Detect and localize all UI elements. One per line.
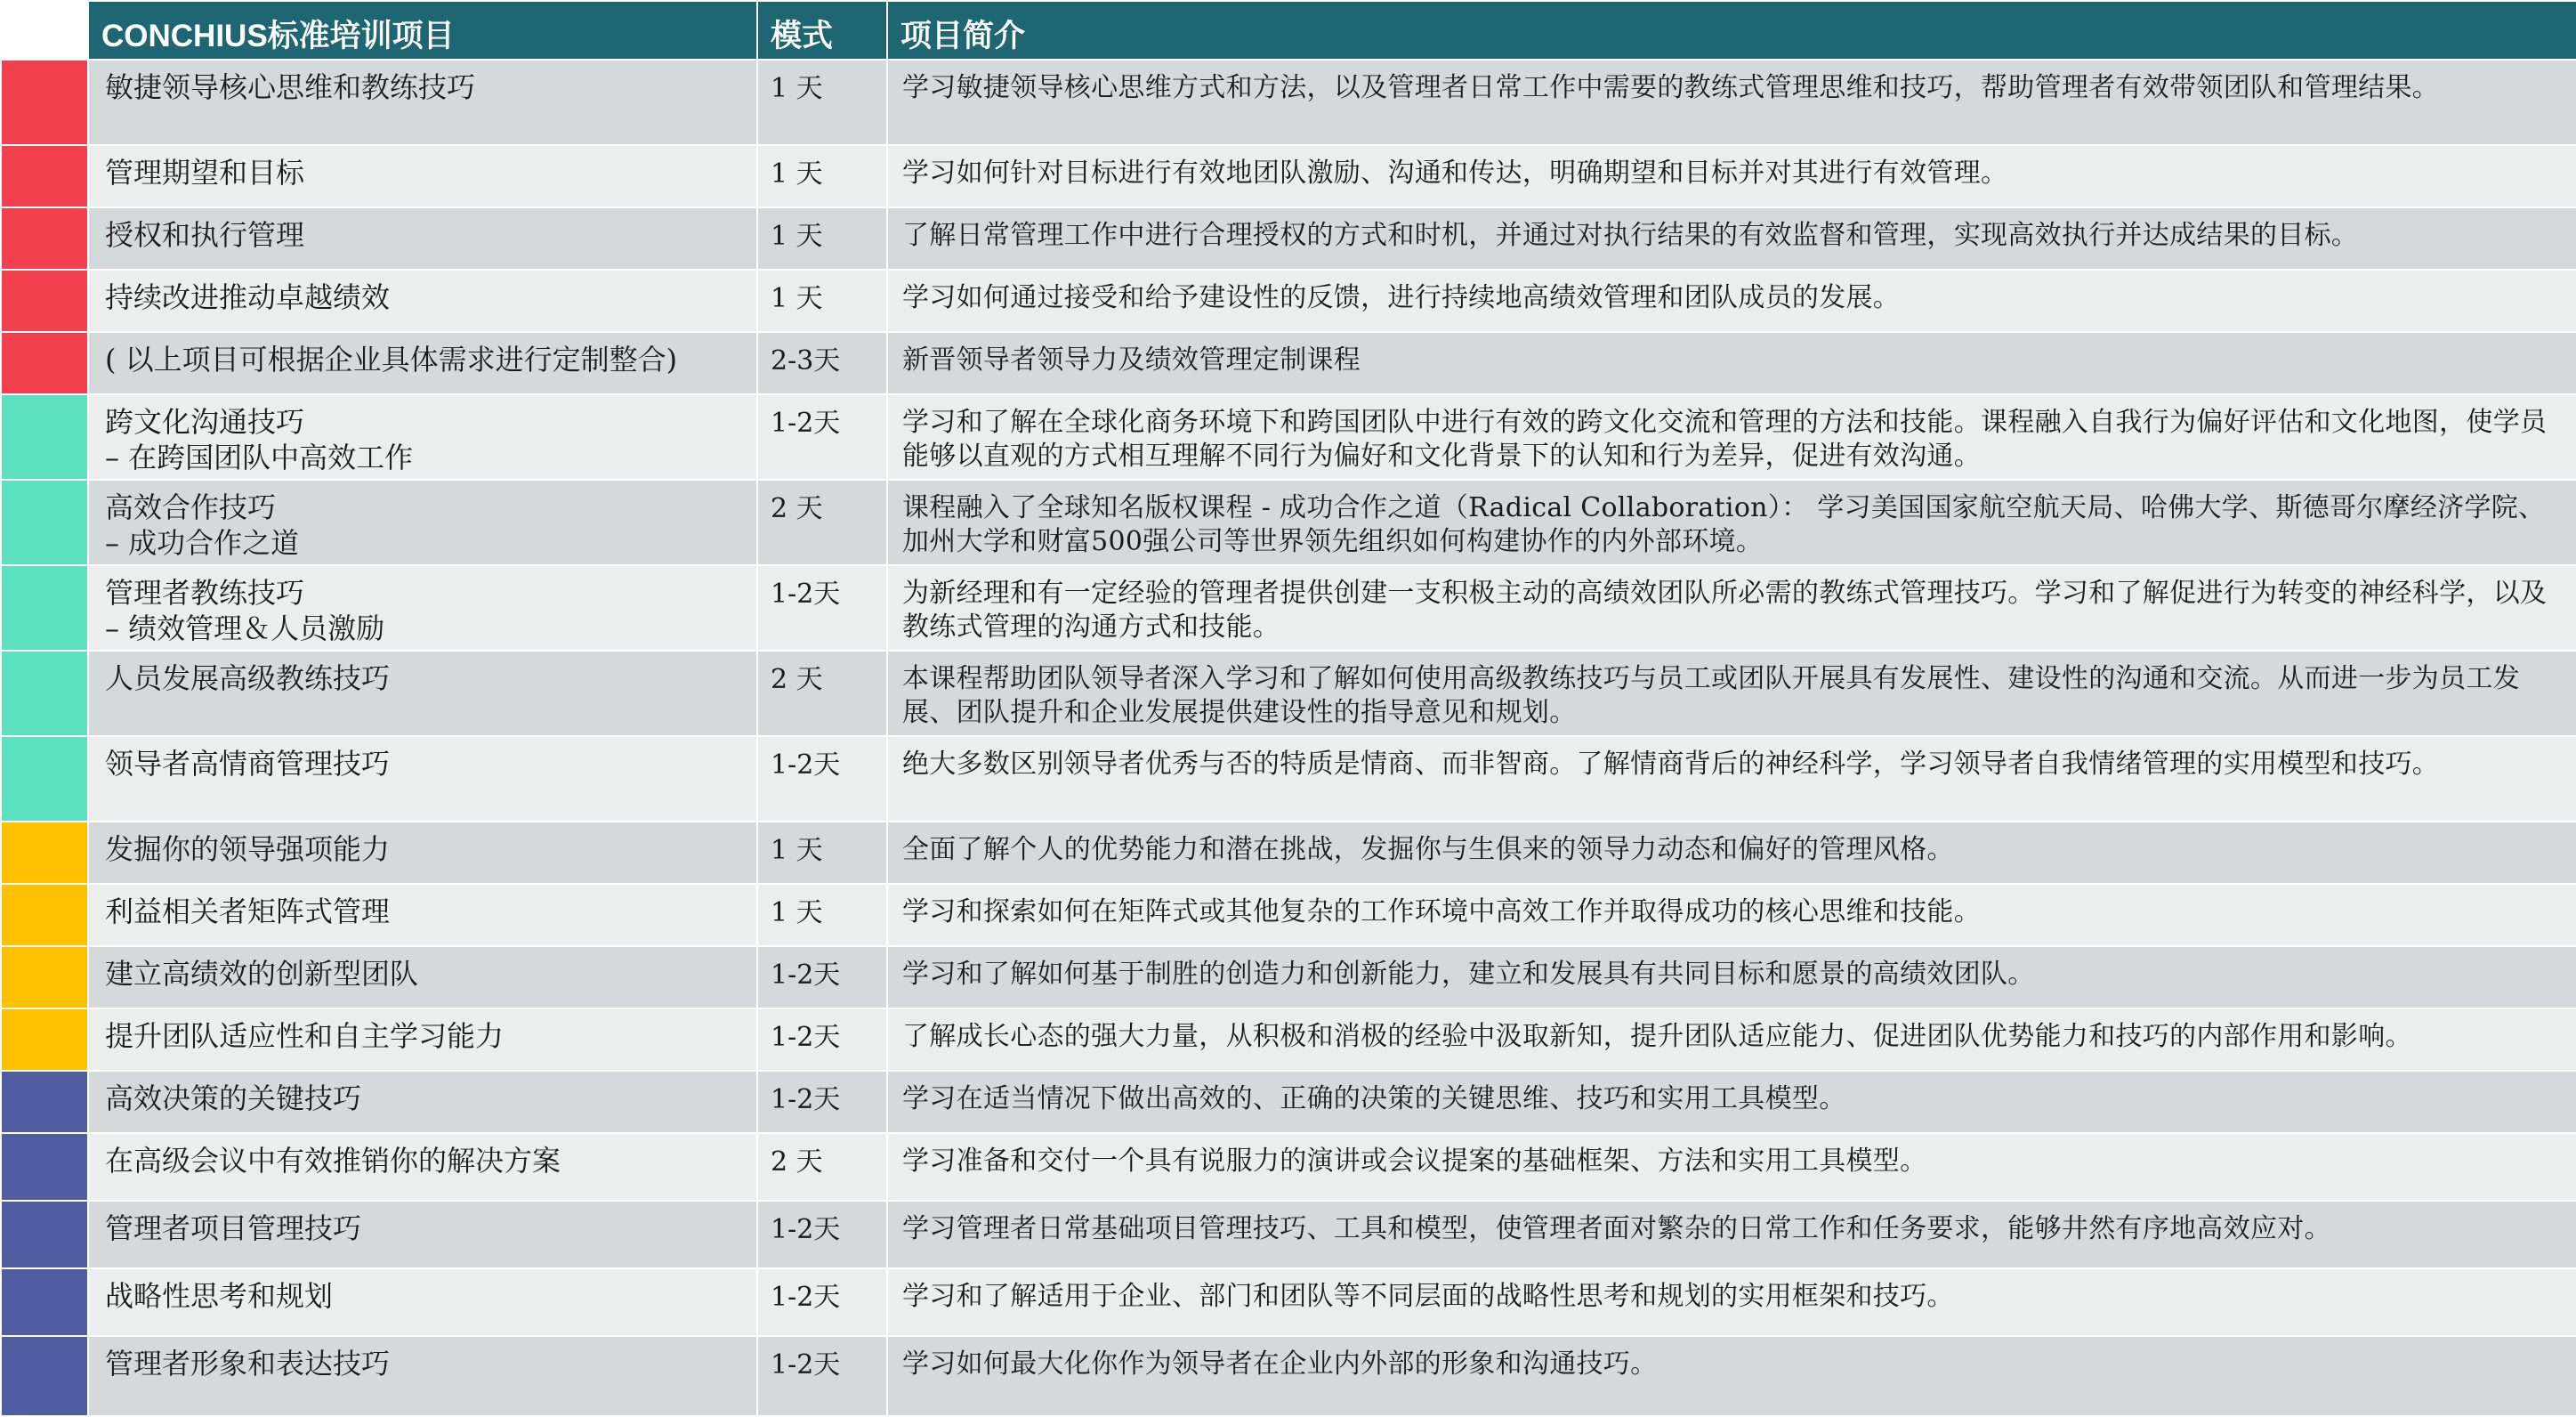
course-description: 学习管理者日常基础项目管理技巧、工具和模型，使管理者面对繁杂的日常工作和任务要求，能够井然有序地高效应对。 <box>887 1201 2576 1268</box>
table-row <box>1 270 2576 332</box>
course-description: 了解成长心态的强大力量，从积极和消极的经验中汲取新知，提升团队适应能力、促进团队优势能力和技巧的内部作用和影响。 <box>887 1008 2576 1071</box>
course-description: 学习准备和交付一个具有说服力的演讲或会议提案的基础框架、方法和实用工具模型。 <box>887 1133 2576 1201</box>
course-name: 管理期望和目标 <box>105 156 305 190</box>
category-color-stripe <box>1 884 88 946</box>
table-row <box>1 1201 2576 1268</box>
course-description: 为新经理和有一定经验的管理者提供创建一支积极主动的高绩效团队所必需的教练式管理技巧。学习和了解促进行为转变的神经科学，以及教练式管理的沟通方式和技能。 <box>887 565 2576 651</box>
course-name: 高效合作技巧 <box>105 490 277 524</box>
course-name-cell <box>88 270 757 332</box>
category-color-stripe <box>1 332 88 394</box>
course-description: 学习和探索如何在矩阵式或其他复杂的工作环境中高效工作并取得成功的核心思维和技能。 <box>887 884 2576 946</box>
table-row <box>1 394 2576 480</box>
course-name-cell <box>88 1201 757 1268</box>
table-row <box>1 565 2576 651</box>
course-description: 课程融入了全球知名版权课程 - 成功合作之道（Radical Collaboration）： 学习美国国家航空航天局、哈佛大学、斯德哥尔摩经济学院、加州大学和财富500强公司等世界领先组织如何构建协作的内外部环境。 <box>887 480 2576 565</box>
table-row <box>1 332 2576 394</box>
course-name: 授权和执行管理 <box>105 218 305 252</box>
course-name: 敏捷领导核心思维和教练技巧 <box>105 70 476 104</box>
course-description: 本课程帮助团队领导者深入学习和了解如何使用高级教练技巧与员工或团队开展具有发展性、建设性的沟通和交流。从而进一步为员工发展、团队提升和企业发展提供建设性的指导意见和规划。 <box>887 651 2576 736</box>
course-mode: 1 天 <box>757 822 887 884</box>
category-color-stripe <box>1 1336 88 1416</box>
course-mode: 1 天 <box>757 270 887 332</box>
table-row <box>1 145 2576 207</box>
table-row <box>1 207 2576 270</box>
header-intro: 项目简介 <box>887 1 2576 60</box>
table-row <box>1 1268 2576 1336</box>
course-name: ( 以上项目可根据企业具体需求进行定制整合) <box>105 343 678 377</box>
category-color-stripe <box>1 145 88 207</box>
course-name-cell <box>88 145 757 207</box>
course-name-cell <box>88 884 757 946</box>
course-name: 跨文化沟通技巧 <box>105 405 305 439</box>
course-name-cell <box>88 822 757 884</box>
table-body <box>1 60 2576 1416</box>
course-mode: 1-2天 <box>757 1268 887 1336</box>
course-mode: 1 天 <box>757 884 887 946</box>
table-row <box>1 736 2576 822</box>
table-row <box>1 822 2576 884</box>
table-row <box>1 1008 2576 1071</box>
course-name: 高效决策的关键技巧 <box>105 1081 362 1115</box>
course-name-cell <box>88 394 757 480</box>
course-mode: 2 天 <box>757 651 887 736</box>
course-mode: 1-2天 <box>757 394 887 480</box>
course-name: 领导者高情商管理技巧 <box>105 747 391 781</box>
course-name: 利益相关者矩阵式管理 <box>105 895 391 928</box>
header-project-title: CONCHIUS标准培训项目 <box>88 1 757 60</box>
course-description: 学习和了解适用于企业、部门和团队等不同层面的战略性思考和规划的实用框架和技巧。 <box>887 1268 2576 1336</box>
header-mode: 模式 <box>757 1 887 60</box>
category-color-stripe <box>1 1133 88 1201</box>
category-color-stripe <box>1 565 88 651</box>
course-name-cell <box>88 736 757 822</box>
table-row <box>1 1336 2576 1416</box>
course-description: 学习如何针对目标进行有效地团队激励、沟通和传达，明确期望和目标并对其进行有效管理。 <box>887 145 2576 207</box>
course-description: 绝大多数区别领导者优秀与否的特质是情商、而非智商。了解情商背后的神经科学，学习领导者自我情绪管理的实用模型和技巧。 <box>887 736 2576 822</box>
course-mode: 1-2天 <box>757 1336 887 1416</box>
course-mode: 1-2天 <box>757 736 887 822</box>
course-name-cell <box>88 332 757 394</box>
course-mode: 1-2天 <box>757 1008 887 1071</box>
category-color-stripe <box>1 480 88 565</box>
course-name-cell <box>88 207 757 270</box>
course-mode: 2-3天 <box>757 332 887 394</box>
course-mode: 1 天 <box>757 145 887 207</box>
course-mode: 1-2天 <box>757 946 887 1008</box>
course-name-cell <box>88 946 757 1008</box>
course-name: 管理者形象和表达技巧 <box>105 1347 391 1381</box>
course-name: 建立高绩效的创新型团队 <box>105 957 419 991</box>
course-name: 提升团队适应性和自主学习能力 <box>105 1019 505 1053</box>
course-mode: 2 天 <box>757 480 887 565</box>
course-name-cell <box>88 60 757 145</box>
course-name-cell <box>88 1336 757 1416</box>
course-description: 全面了解个人的优势能力和潜在挑战，发掘你与生俱来的领导力动态和偏好的管理风格。 <box>887 822 2576 884</box>
course-name-cell <box>88 1133 757 1201</box>
course-mode: 1-2天 <box>757 1201 887 1268</box>
category-color-stripe <box>1 822 88 884</box>
course-description: 学习敏捷领导核心思维方式和方法，以及管理者日常工作中需要的教练式管理思维和技巧，帮助管理者有效带领团队和管理结果。 <box>887 60 2576 145</box>
course-mode: 1-2天 <box>757 1071 887 1133</box>
course-name-cell <box>88 1071 757 1133</box>
course-description: 学习在适当情况下做出高效的、正确的决策的关键思维、技巧和实用工具模型。 <box>887 1071 2576 1133</box>
course-description: 了解日常管理工作中进行合理授权的方式和时机，并通过对执行结果的有效监督和管理，实现高效执行并达成结果的目标。 <box>887 207 2576 270</box>
category-color-stripe <box>1 1008 88 1071</box>
category-color-stripe <box>1 394 88 480</box>
table-row <box>1 60 2576 145</box>
table-row <box>1 651 2576 736</box>
category-color-stripe <box>1 946 88 1008</box>
course-subtitle: – 在跨国团队中高效工作 <box>105 441 414 474</box>
table-row <box>1 884 2576 946</box>
course-name-cell <box>88 565 757 651</box>
course-name: 人员发展高级教练技巧 <box>105 661 391 695</box>
category-color-stripe <box>1 1071 88 1133</box>
course-name: 管理者教练技巧 <box>105 576 305 610</box>
category-color-stripe <box>1 651 88 736</box>
category-color-stripe <box>1 1201 88 1268</box>
course-name: 管理者项目管理技巧 <box>105 1211 362 1245</box>
table-row <box>1 1071 2576 1133</box>
table-header-row <box>1 1 2576 60</box>
course-description: 新晋领导者领导力及绩效管理定制课程 <box>887 332 2576 394</box>
course-subtitle: – 成功合作之道 <box>105 526 300 560</box>
category-color-stripe <box>1 60 88 145</box>
course-mode: 2 天 <box>757 1133 887 1201</box>
course-name-cell <box>88 651 757 736</box>
course-description: 学习如何通过接受和给予建设性的反馈，进行持续地高绩效管理和团队成员的发展。 <box>887 270 2576 332</box>
category-color-stripe <box>1 270 88 332</box>
course-mode: 1 天 <box>757 207 887 270</box>
course-description: 学习如何最大化你作为领导者在企业内外部的形象和沟通技巧。 <box>887 1336 2576 1416</box>
table-row <box>1 1133 2576 1201</box>
course-name-cell <box>88 1008 757 1071</box>
course-description: 学习和了解在全球化商务环境下和跨国团队中进行有效的跨文化交流和管理的方法和技能。课程融入自我行为偏好评估和文化地图，使学员能够以直观的方式相互理解不同行为偏好和文化背景下的认知和行为差异，促进有效沟通。 <box>887 394 2576 480</box>
course-name-cell <box>88 480 757 565</box>
category-color-stripe <box>1 736 88 822</box>
course-description: 学习和了解如何基于制胜的创造力和创新能力，建立和发展具有共同目标和愿景的高绩效团队。 <box>887 946 2576 1008</box>
category-color-stripe <box>1 207 88 270</box>
course-name: 战略性思考和规划 <box>105 1279 334 1313</box>
category-color-stripe <box>1 1268 88 1336</box>
course-name-cell <box>88 1268 757 1336</box>
course-mode: 1 天 <box>757 60 887 145</box>
course-name: 发掘你的领导强项能力 <box>105 832 391 866</box>
header-stripe-cell <box>1 1 88 60</box>
course-subtitle: – 绩效管理＆人员激励 <box>105 611 385 645</box>
course-name: 持续改进推动卓越绩效 <box>105 280 391 314</box>
course-mode: 1-2天 <box>757 565 887 651</box>
course-name: 在高级会议中有效推销你的解决方案 <box>105 1144 561 1178</box>
table-row <box>1 946 2576 1008</box>
table-row <box>1 480 2576 565</box>
